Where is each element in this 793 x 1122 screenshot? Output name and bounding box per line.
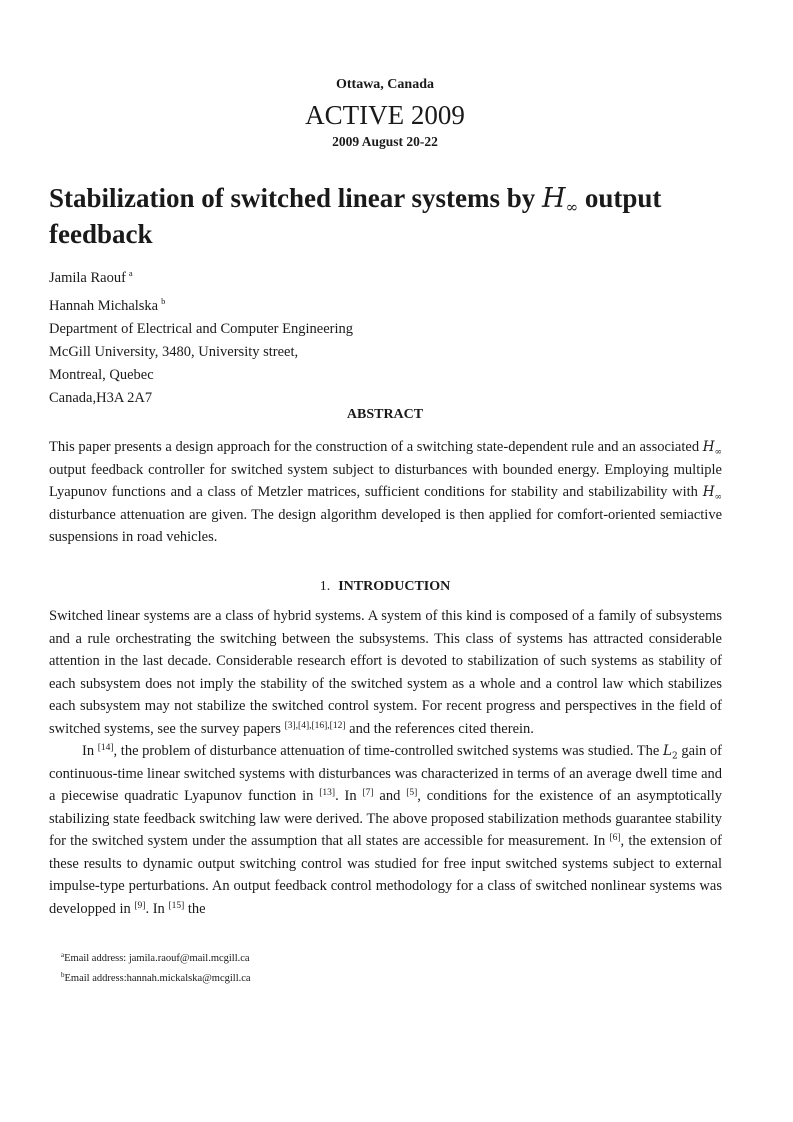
citation[interactable]: [13] bbox=[319, 788, 336, 798]
citation[interactable]: [9] bbox=[134, 900, 146, 911]
citation[interactable]: [6] bbox=[609, 833, 621, 843]
paragraph: In [14], the problem of disturbance attenuation of time-controlled switched systems was studied. The $L_2$ gain of continuous-time linear switched systems with disturbances was characterized in terms of an average dwell time and a piecewise quadratic Lyapunov function in [13]. In [7] and [5], conditions for the existence of an asymptotically stabilizing state feedback switching law were derived. The above proposed stabilization methods guarantee stability for the switched system under the assumption that all states are accessible for measurement. In [6], the extension of these results to dynamic output switching control was studied for free input switched systems subject to external impulse-type perturbations. An output feedback control methodology for a class of switched nonlinear systems was developped in [9]. In [15] the bbox=[49, 743, 722, 917]
section-heading-introduction: 1. INTRODUCTION bbox=[319, 579, 451, 594]
citation[interactable]: [15] bbox=[168, 900, 185, 911]
citation[interactable]: [3],[4],[16],[12] bbox=[284, 720, 346, 731]
paragraph: Switched linear systems are a class of hybrid systems. A system of this kind is composed of a family of subsystems and a rule orchestrating the switching between the subsystems. This class of systems has attracted considerable attention in the last decade. Considerable research effort is devoted to stabilization of such systems as stability of each subsystem does not imply the stability of the switched system as a whole and a control law which stabilizes each subsystem may not stabilize the switched control system. For recent progress and perspectives in the field of switched systems, see the survey papers [3],[4],[16],[12] and the references cited therein. bbox=[49, 608, 722, 737]
abstract-heading: ABSTRACT bbox=[346, 407, 424, 422]
conference-dates: 2009 August 20-22 bbox=[332, 134, 438, 149]
paper-title bbox=[49, 185, 749, 248]
author-name: Jamila Raouf $^a$ bbox=[49, 268, 133, 286]
footnotes bbox=[61, 947, 661, 987]
affiliation-line: Department of Electrical and Computer Engineering bbox=[49, 321, 353, 337]
conference-name: ACTIVE 2009 bbox=[305, 100, 465, 130]
abstract-text: This paper presents a design approach for the construction of a switching state-dependent rule and an associated $H_\infty$ output feedback controller for switched system subject to disturbances with bounded energy. Employing multiple Lyapunov functions and a class of Metzler matrices, sufficient conditions for stability and stabilizability with $H_\infty$ disturbance attenuation are given. The design algorithm developed is then applied for comfort-oriented semiactive suspensions in road vehicles. bbox=[49, 439, 722, 545]
footnote: $^b$Email address:hannah.mickalska@mcgill.ca bbox=[61, 971, 251, 984]
citation[interactable]: [14] bbox=[97, 743, 114, 753]
h-infinity-symbol: $H_\infty$ bbox=[542, 183, 579, 216]
introduction-body bbox=[49, 605, 722, 920]
l2-symbol: $L_2$ bbox=[662, 743, 678, 762]
footnote: $^a$Email address: jamila.raouf@mail.mcgill.ca bbox=[61, 951, 250, 964]
affiliation-line: Canada,H3A 2A7 bbox=[49, 390, 153, 406]
citation[interactable]: [7] bbox=[362, 788, 374, 798]
h-infinity-symbol: $H_\infty$ bbox=[702, 439, 722, 458]
author-name: Hannah Michalska $^b$ bbox=[49, 296, 166, 314]
affiliation-line: Montreal, Quebec bbox=[49, 367, 154, 383]
title-text-end: output feedback bbox=[49, 183, 662, 249]
h-infinity-symbol: $H_\infty$ bbox=[702, 484, 722, 503]
conference-location: Ottawa, Canada bbox=[335, 77, 434, 92]
affiliation-line: McGill University, 3480, University street, bbox=[49, 344, 299, 360]
author-block bbox=[49, 262, 549, 410]
citation[interactable]: [5] bbox=[406, 788, 418, 798]
title-text-start: Stabilization of switched linear systems by bbox=[49, 183, 543, 213]
